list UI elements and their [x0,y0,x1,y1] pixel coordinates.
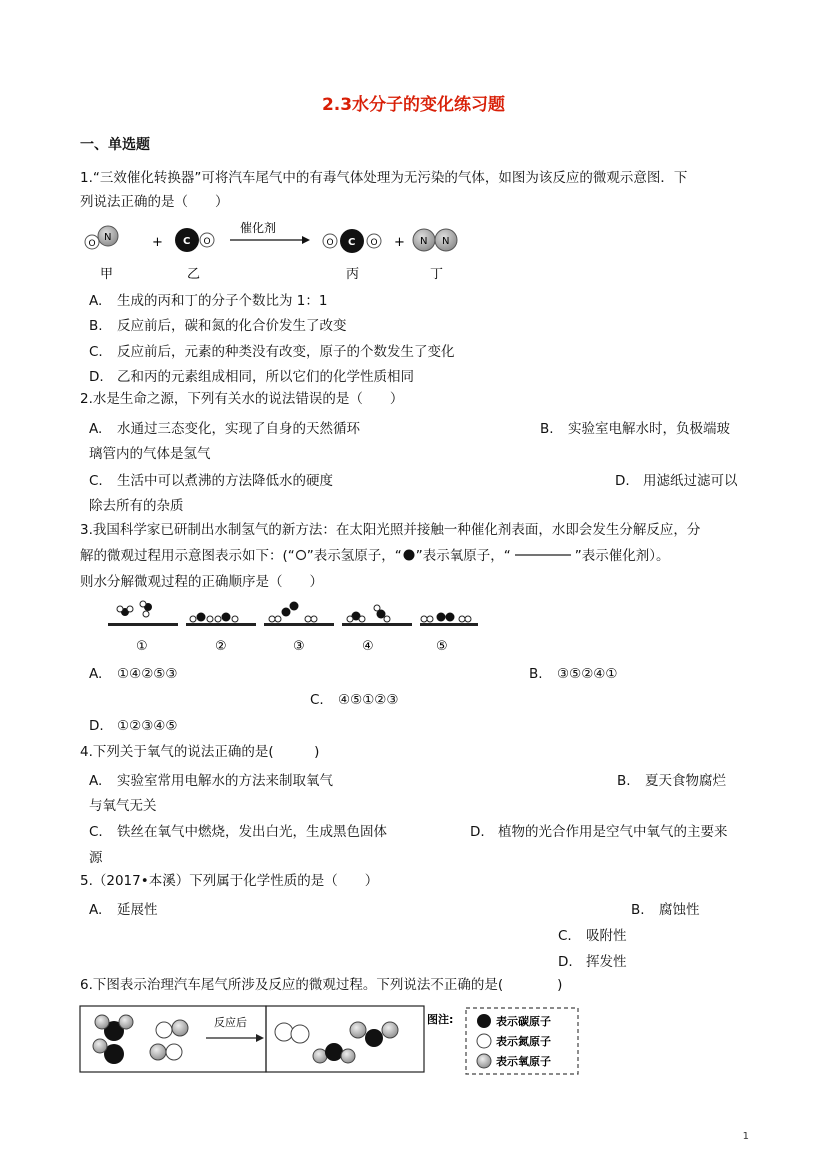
stage-3 [264,602,334,655]
q1-option-b[interactable]: B. 反应前后，碳和氮的化合价发生了改变 [89,318,347,334]
atom-label-o: O [88,239,96,249]
q4-option-b[interactable]: B. 夏天食物腐烂 [617,773,726,789]
plus-sign: + [394,235,405,250]
legend-oxygen: 表示氧原子 [496,1055,551,1068]
q3-option-b[interactable]: B. ③⑤②④① [529,666,618,682]
q2-option-b[interactable]: B. 实验室电解水时，负极端玻 [540,421,730,437]
legend-carbon: 表示碳原子 [496,1015,551,1028]
atom-label-o: O [370,238,378,248]
plus-sign: + [152,235,163,250]
q1-option-a[interactable]: A. 生成的丙和丁的分子个数比为 1：1 [89,293,328,309]
arrow-label: 反应后 [214,1016,247,1029]
stage-label: ⑤ [436,639,448,654]
q5-option-b[interactable]: B. 腐蚀性 [631,902,700,918]
q3-stem-line3: 则水分解微观过程的正确顺序是（ ） [80,574,323,590]
label-yi: 乙 [187,267,201,282]
q5-option-d[interactable]: D. 挥发性 [558,954,627,970]
stage-2 [186,613,256,655]
q2-option-d-cont: 除去所有的杂质 [89,498,184,514]
atom-label-n: N [442,236,450,247]
molecule-ding [413,229,457,251]
q2-option-c[interactable]: C. 生活中可以煮沸的方法降低水的硬度 [89,473,333,489]
stage-5 [420,613,478,655]
hydrogen-atom-symbol [295,549,307,561]
q4-option-d[interactable]: D. 植物的光合作用是空气中氧气的主要来 [470,824,728,840]
atom-label-o: O [326,238,334,248]
q1-option-d[interactable]: D. 乙和丙的元素组成相同，所以它们的化学性质相同 [89,369,414,385]
label-jia: 甲 [100,267,114,282]
oxygen-atom-icon [477,1054,491,1068]
atom-label-c: C [183,236,191,247]
stage-1 [108,601,178,654]
atom-label-n: N [104,232,112,243]
atom-label-c: C [348,237,356,248]
q3-stem-line1: 3.我国科学家已研制出水制氢气的新方法：在太阳光照并接触一种催化剂表面，水即会发生分解反应，分 [80,522,701,538]
atom-label-o: O [203,237,211,247]
atom-label-n: N [420,236,428,247]
q2-stem: 2.水是生命之源，下列有关水的说法错误的是（ ） [80,391,404,407]
catalyst-label: 催化剂 [240,221,277,235]
q3-stem-line2: 解的微观过程用示意图表示如下：(“ ”表示氢原子，“ ”表示氧原子，“ ”表示催化剂）。 [80,548,670,564]
stage-label: ① [136,639,148,654]
q2-option-a[interactable]: A. 水通过三态变化，实现了自身的天然循环 [89,421,360,437]
q3-option-d[interactable]: D. ①②③④⑤ [89,718,178,734]
q4-option-d-cont: 源 [89,850,103,866]
q4-option-c[interactable]: C. 铁丝在氧气中燃烧，发出白光，生成黑色固体 [89,824,387,840]
stage-label: ② [215,639,227,654]
page-title: 2.3水分子的变化练习题 [321,95,506,115]
stage-4 [342,605,412,654]
q5-option-c[interactable]: C. 吸附性 [558,928,627,944]
section-heading: 一、单选题 [80,137,150,153]
catalyst-symbol [511,549,575,561]
q2-option-b-cont: 璃管内的气体是氢气 [89,446,211,462]
q6-reaction-figure [78,1004,588,1078]
nitrogen-atom-icon [477,1034,491,1048]
q4-option-a[interactable]: A. 实验室常用电解水的方法来制取氧气 [89,773,333,789]
q1-reaction-figure [80,218,480,282]
legend-nitrogen: 表示氮原子 [496,1035,551,1048]
q1-stem-line2: 列说法正确的是（ ） [80,194,229,210]
legend-title: 图注: [427,1013,454,1026]
molecule-jia [85,226,118,249]
q2-option-d[interactable]: D. 用滤纸过滤可以 [615,473,738,489]
q3-process-figure [100,598,490,654]
q1-option-c[interactable]: C. 反应前后，元素的种类没有改变，原子的个数发生了变化 [89,344,455,360]
label-ding: 丁 [430,267,444,282]
q4-option-b-cont: 与氧气无关 [89,798,157,814]
q3-option-a[interactable]: A. ①④②⑤③ [89,666,178,682]
stage-label: ④ [362,639,374,654]
q5-option-a[interactable]: A. 延展性 [89,902,158,918]
molecule-bing [323,229,381,253]
q4-stem: 4.下列关于氧气的说法正确的是( ) [80,744,320,760]
q3-option-c[interactable]: C. ④⑤①②③ [310,692,399,708]
carbon-atom-icon [477,1014,491,1028]
q5-stem: 5.（2017•本溪）下列属于化学性质的是（ ） [80,873,379,889]
label-bing: 丙 [346,267,360,282]
page-number: 1 [742,1131,749,1142]
q1-stem-line1: 1.“三效催化转换器”可将汽车尾气中的有毒气体处理为无污染的气体，如图为该反应的微观示意图．下 [80,170,688,186]
molecule-yi [175,228,214,252]
q6-stem: 6.下图表示治理汽车尾气所涉及反应的微观过程。下列说法不正确的是( ) [80,977,563,993]
stage-label: ③ [293,639,305,654]
oxygen-atom-symbol [402,549,416,561]
